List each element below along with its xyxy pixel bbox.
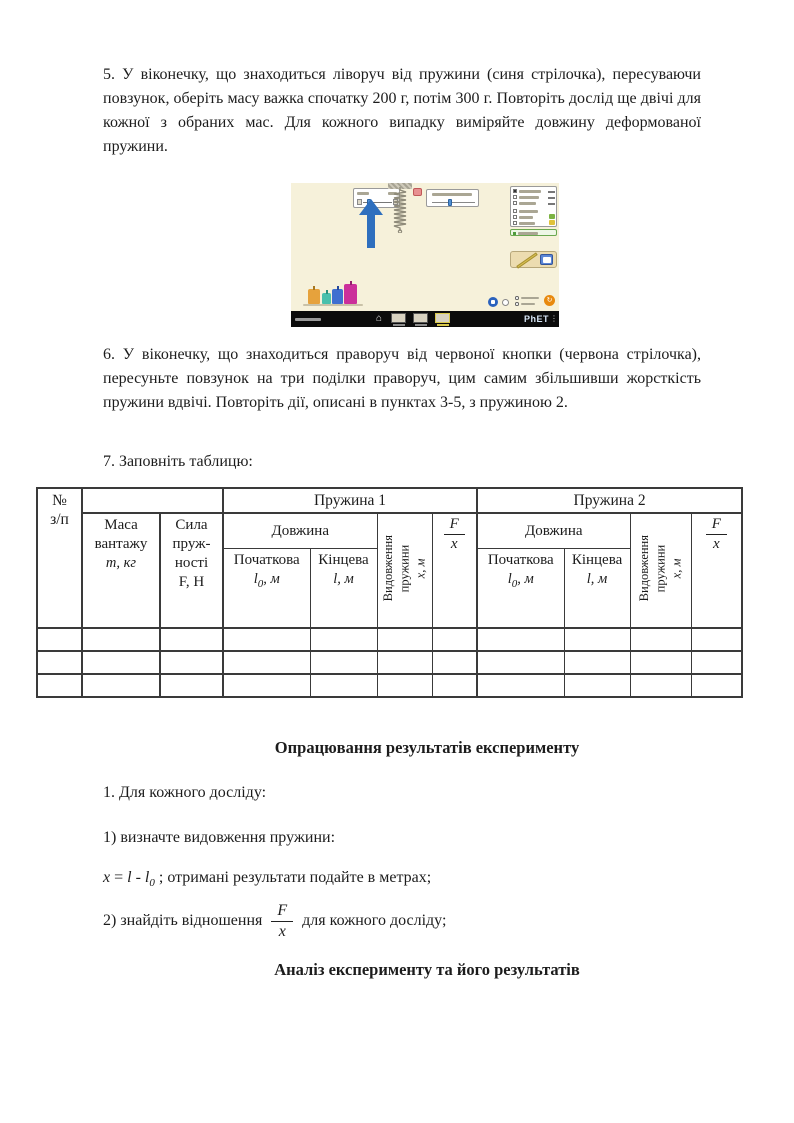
fraction-denominator: x bbox=[712, 536, 720, 553]
mass-label-text bbox=[357, 192, 369, 195]
table-cell-empty[interactable] bbox=[691, 628, 742, 651]
option-label-4 bbox=[519, 210, 538, 213]
header-length-1: Довжина bbox=[223, 513, 377, 548]
header-initial-2 bbox=[477, 548, 564, 628]
green-status-bar bbox=[510, 229, 557, 236]
formula-line bbox=[103, 867, 701, 894]
table-cell-empty[interactable] bbox=[630, 651, 691, 674]
fraction-numerator: F bbox=[706, 516, 727, 535]
heading-analysis: Аналіз експерименту та його результатів bbox=[274, 960, 580, 979]
stiffness-slider-thumb bbox=[448, 199, 452, 206]
paragraph-step6: 6. У віконечку, що знаходиться праворуч від червоної кнопки (червона стрілочка), пересуньте повзунок на три поділки праворуч, цим самим збільшивши жорсткість пружини вдвічі. Повторіть дії, описані в пунктах 3-5, з пружиною 2. bbox=[103, 346, 701, 411]
stiffness-slider-track bbox=[432, 202, 475, 203]
final-title: Кінцева bbox=[571, 551, 623, 568]
menu-dots-icon: ⋮ bbox=[550, 314, 558, 323]
home-icon: ⌂ bbox=[376, 313, 383, 324]
radio-label-2 bbox=[521, 303, 535, 305]
elongation-line1: Видовження bbox=[637, 534, 652, 602]
header-mass bbox=[82, 513, 160, 628]
force-title-line2: пруж- bbox=[172, 536, 211, 553]
weight-orange-hook bbox=[313, 286, 315, 290]
dash-line-icon bbox=[548, 203, 555, 205]
table-cell-empty[interactable] bbox=[377, 674, 432, 697]
force-unit: F, Н bbox=[178, 573, 205, 590]
blue-arrow-head bbox=[359, 199, 383, 215]
radio-label-1 bbox=[521, 297, 539, 299]
phet-logo: PhET bbox=[524, 314, 550, 324]
header-ratio-1 bbox=[432, 513, 477, 628]
weight-orange bbox=[308, 289, 320, 304]
f-over-x-fraction bbox=[271, 902, 293, 940]
reset-all-button bbox=[544, 295, 555, 306]
header-spring2: Пружина 2 bbox=[477, 488, 742, 513]
initial-title: Початкова bbox=[233, 551, 300, 568]
screen-thumbnail-1 bbox=[391, 313, 406, 323]
f-over-x-fraction bbox=[706, 516, 727, 552]
formula-equals: = bbox=[110, 869, 128, 886]
final-title: Кінцева bbox=[318, 551, 369, 568]
checkbox-icon bbox=[513, 209, 517, 213]
heading-processing: Опрацювання результатів експерименту bbox=[274, 738, 580, 757]
mass-title-line1: Маса bbox=[104, 517, 138, 534]
weight-magenta bbox=[344, 284, 357, 304]
table-cell-empty[interactable] bbox=[432, 651, 477, 674]
weight-magenta-hook bbox=[350, 281, 352, 285]
header-force bbox=[160, 513, 223, 628]
fraction-denominator: x bbox=[450, 536, 458, 553]
sound-icon bbox=[491, 300, 495, 304]
weight-teal bbox=[322, 293, 331, 304]
table-cell-empty[interactable] bbox=[223, 674, 310, 697]
mass-unit: m, кг bbox=[105, 554, 137, 571]
paragraph-step5: 5. У віконечку, що знаходиться ліворуч від пружини (синя стрілочка), пересуваючи повзунок, оберіть масу важка спочатку 200 г, потім 300 г. Повторіть дослід ще двічі для кожної з обраних мас. Для кожного випадку виміряйте довжину деформованої пружини. bbox=[103, 66, 701, 155]
table-cell-empty[interactable] bbox=[310, 651, 377, 674]
green-bar-label bbox=[518, 232, 538, 235]
header-final-2 bbox=[564, 548, 630, 628]
table-cell-empty[interactable] bbox=[82, 628, 160, 651]
header-elongation-2 bbox=[630, 513, 691, 628]
initial-unit-tail: , м bbox=[263, 570, 280, 587]
option-label-2 bbox=[519, 196, 539, 199]
table-cell-empty[interactable] bbox=[377, 628, 432, 651]
formula-tail: ; отримані результати подайте в метрах; bbox=[154, 869, 432, 886]
header-elongation-1 bbox=[377, 513, 432, 628]
reset-icon: ↻ bbox=[546, 297, 553, 304]
option-label-3 bbox=[519, 202, 536, 205]
initial-title: Початкова bbox=[487, 551, 554, 568]
checkbox-icon bbox=[513, 201, 517, 205]
elongation-line2a: пружини bbox=[653, 544, 668, 592]
paragraph-step1: 1. Для кожного досліду: bbox=[103, 784, 267, 801]
table-cell-empty[interactable] bbox=[432, 674, 477, 697]
table-cell-empty[interactable] bbox=[223, 651, 310, 674]
table-cell-empty[interactable] bbox=[82, 651, 160, 674]
header-no-line2: з/п bbox=[50, 511, 69, 529]
substep2-post: для кожного досліду; bbox=[302, 912, 447, 929]
header-length-2: Довжина bbox=[477, 513, 630, 548]
final-unit: l, м bbox=[586, 570, 608, 587]
ground-shadow bbox=[303, 304, 363, 306]
red-button bbox=[413, 188, 422, 196]
screen-thumbnail-3-active bbox=[435, 313, 450, 323]
header-spring1: Пружина 1 bbox=[223, 488, 477, 513]
table-row bbox=[37, 674, 742, 697]
weight-blue bbox=[332, 289, 343, 304]
yellow-legend-icon bbox=[549, 220, 555, 225]
force-title-line3: ності bbox=[174, 554, 209, 571]
table-cell-empty[interactable] bbox=[310, 628, 377, 651]
phet-simulation-screenshot[interactable] bbox=[291, 183, 559, 327]
table-cell-empty[interactable] bbox=[691, 651, 742, 674]
results-table bbox=[36, 487, 743, 698]
info-button bbox=[502, 299, 509, 306]
stopwatch-face bbox=[543, 257, 551, 263]
initial-unit-sub: 0 bbox=[257, 577, 264, 590]
table-cell-empty[interactable] bbox=[477, 674, 564, 697]
table-cell-empty[interactable] bbox=[160, 674, 223, 697]
screen-thumbnail-2-label bbox=[415, 324, 427, 326]
table-cell-empty[interactable] bbox=[477, 628, 564, 651]
weight-teal-hook bbox=[326, 290, 328, 294]
table-cell-empty[interactable] bbox=[630, 628, 691, 651]
checkbox-icon bbox=[513, 221, 517, 225]
formula-minus: - bbox=[131, 869, 145, 886]
table-cell-empty[interactable] bbox=[160, 651, 223, 674]
table-cell-empty[interactable] bbox=[310, 674, 377, 697]
table-cell-empty[interactable] bbox=[37, 651, 82, 674]
formula-l0: l bbox=[144, 869, 150, 886]
checkbox-icon bbox=[513, 189, 517, 193]
stopwatch-icon bbox=[540, 254, 553, 265]
initial-unit-sub: 0 bbox=[511, 577, 518, 590]
table-cell-empty[interactable] bbox=[564, 651, 630, 674]
sim-title-text bbox=[295, 318, 321, 321]
substep2-pre: 2) знайдіть відношення bbox=[103, 912, 263, 929]
header-no-line1: № bbox=[52, 492, 67, 509]
blue-arrow-shaft bbox=[367, 215, 375, 248]
dash-line-icon bbox=[548, 197, 555, 199]
header-initial-1 bbox=[223, 548, 310, 628]
formula-x: x bbox=[103, 869, 111, 886]
table-cell-empty[interactable] bbox=[630, 674, 691, 697]
option-label-6 bbox=[519, 222, 535, 225]
elongation-line2b: x, м bbox=[669, 558, 684, 578]
formula-l: l bbox=[127, 869, 132, 886]
header-empty-group bbox=[82, 488, 223, 513]
initial-unit: l bbox=[253, 570, 258, 587]
final-unit: l, м bbox=[333, 570, 354, 587]
table-cell-empty[interactable] bbox=[37, 674, 82, 697]
ruler-icon bbox=[516, 252, 537, 268]
tools-panel bbox=[510, 251, 557, 268]
table-cell-empty[interactable] bbox=[223, 628, 310, 651]
paragraph-step7: 7. Заповніть таблицю: bbox=[103, 453, 253, 470]
option-label-5 bbox=[519, 216, 533, 219]
initial-unit: l bbox=[507, 570, 512, 587]
table-cell-empty[interactable] bbox=[82, 674, 160, 697]
elongation-line2 bbox=[396, 535, 429, 601]
elongation-line2b: x, м bbox=[413, 558, 428, 578]
radio-icon bbox=[515, 302, 519, 306]
table-cell-empty[interactable] bbox=[564, 674, 630, 697]
screen-thumbnail-1-label bbox=[393, 324, 405, 326]
options-panel bbox=[510, 186, 557, 227]
checkbox-icon bbox=[513, 195, 517, 199]
table-cell-empty[interactable] bbox=[432, 628, 477, 651]
elongation-line2 bbox=[652, 535, 685, 601]
table-header-row-1 bbox=[37, 488, 742, 513]
stiffness-label-text bbox=[432, 193, 472, 196]
table-header-row-2 bbox=[37, 513, 742, 548]
radio-icon bbox=[515, 296, 519, 300]
paragraph-substep2 bbox=[103, 899, 701, 943]
spring-graphic bbox=[391, 187, 409, 233]
checkbox-icon bbox=[513, 215, 517, 219]
weight-blue-hook bbox=[337, 286, 339, 290]
table-cell-empty[interactable] bbox=[477, 651, 564, 674]
fraction-numerator: F bbox=[271, 902, 293, 922]
initial-unit-tail: , м bbox=[517, 570, 534, 587]
table-cell-empty[interactable] bbox=[37, 628, 82, 651]
table-cell-empty[interactable] bbox=[377, 651, 432, 674]
paragraph-substep1: 1) визначте видовження пружини: bbox=[103, 829, 336, 846]
force-title-line1: Сила bbox=[175, 517, 208, 534]
table-row bbox=[37, 628, 742, 651]
sound-button bbox=[488, 297, 498, 307]
sim-navbar bbox=[291, 311, 559, 327]
screen-thumbnail-2 bbox=[413, 313, 428, 323]
mass-title-line2: вантажу bbox=[94, 536, 148, 553]
header-no bbox=[37, 488, 82, 628]
table-cell-empty[interactable] bbox=[160, 628, 223, 651]
fraction-denominator: x bbox=[278, 923, 286, 940]
f-over-x-fraction bbox=[444, 516, 465, 552]
table-cell-empty[interactable] bbox=[691, 674, 742, 697]
table-row bbox=[37, 651, 742, 674]
option-label-1 bbox=[519, 190, 541, 193]
elongation-rotated-text bbox=[380, 535, 429, 601]
green-dot-icon bbox=[513, 232, 516, 235]
stiffness-panel bbox=[426, 189, 479, 207]
green-legend-icon bbox=[549, 214, 555, 219]
fraction-numerator: F bbox=[444, 516, 465, 535]
header-ratio-2 bbox=[691, 513, 742, 628]
header-final-1 bbox=[310, 548, 377, 628]
dash-line-icon bbox=[548, 191, 555, 193]
elongation-rotated-text bbox=[636, 535, 685, 601]
table-cell-empty[interactable] bbox=[564, 628, 630, 651]
formula-l0-sub: 0 bbox=[149, 877, 155, 890]
screen-thumbnail-3-label bbox=[437, 324, 449, 326]
elongation-line1: Видовження bbox=[381, 534, 396, 602]
elongation-line2a: пружини bbox=[397, 544, 412, 592]
